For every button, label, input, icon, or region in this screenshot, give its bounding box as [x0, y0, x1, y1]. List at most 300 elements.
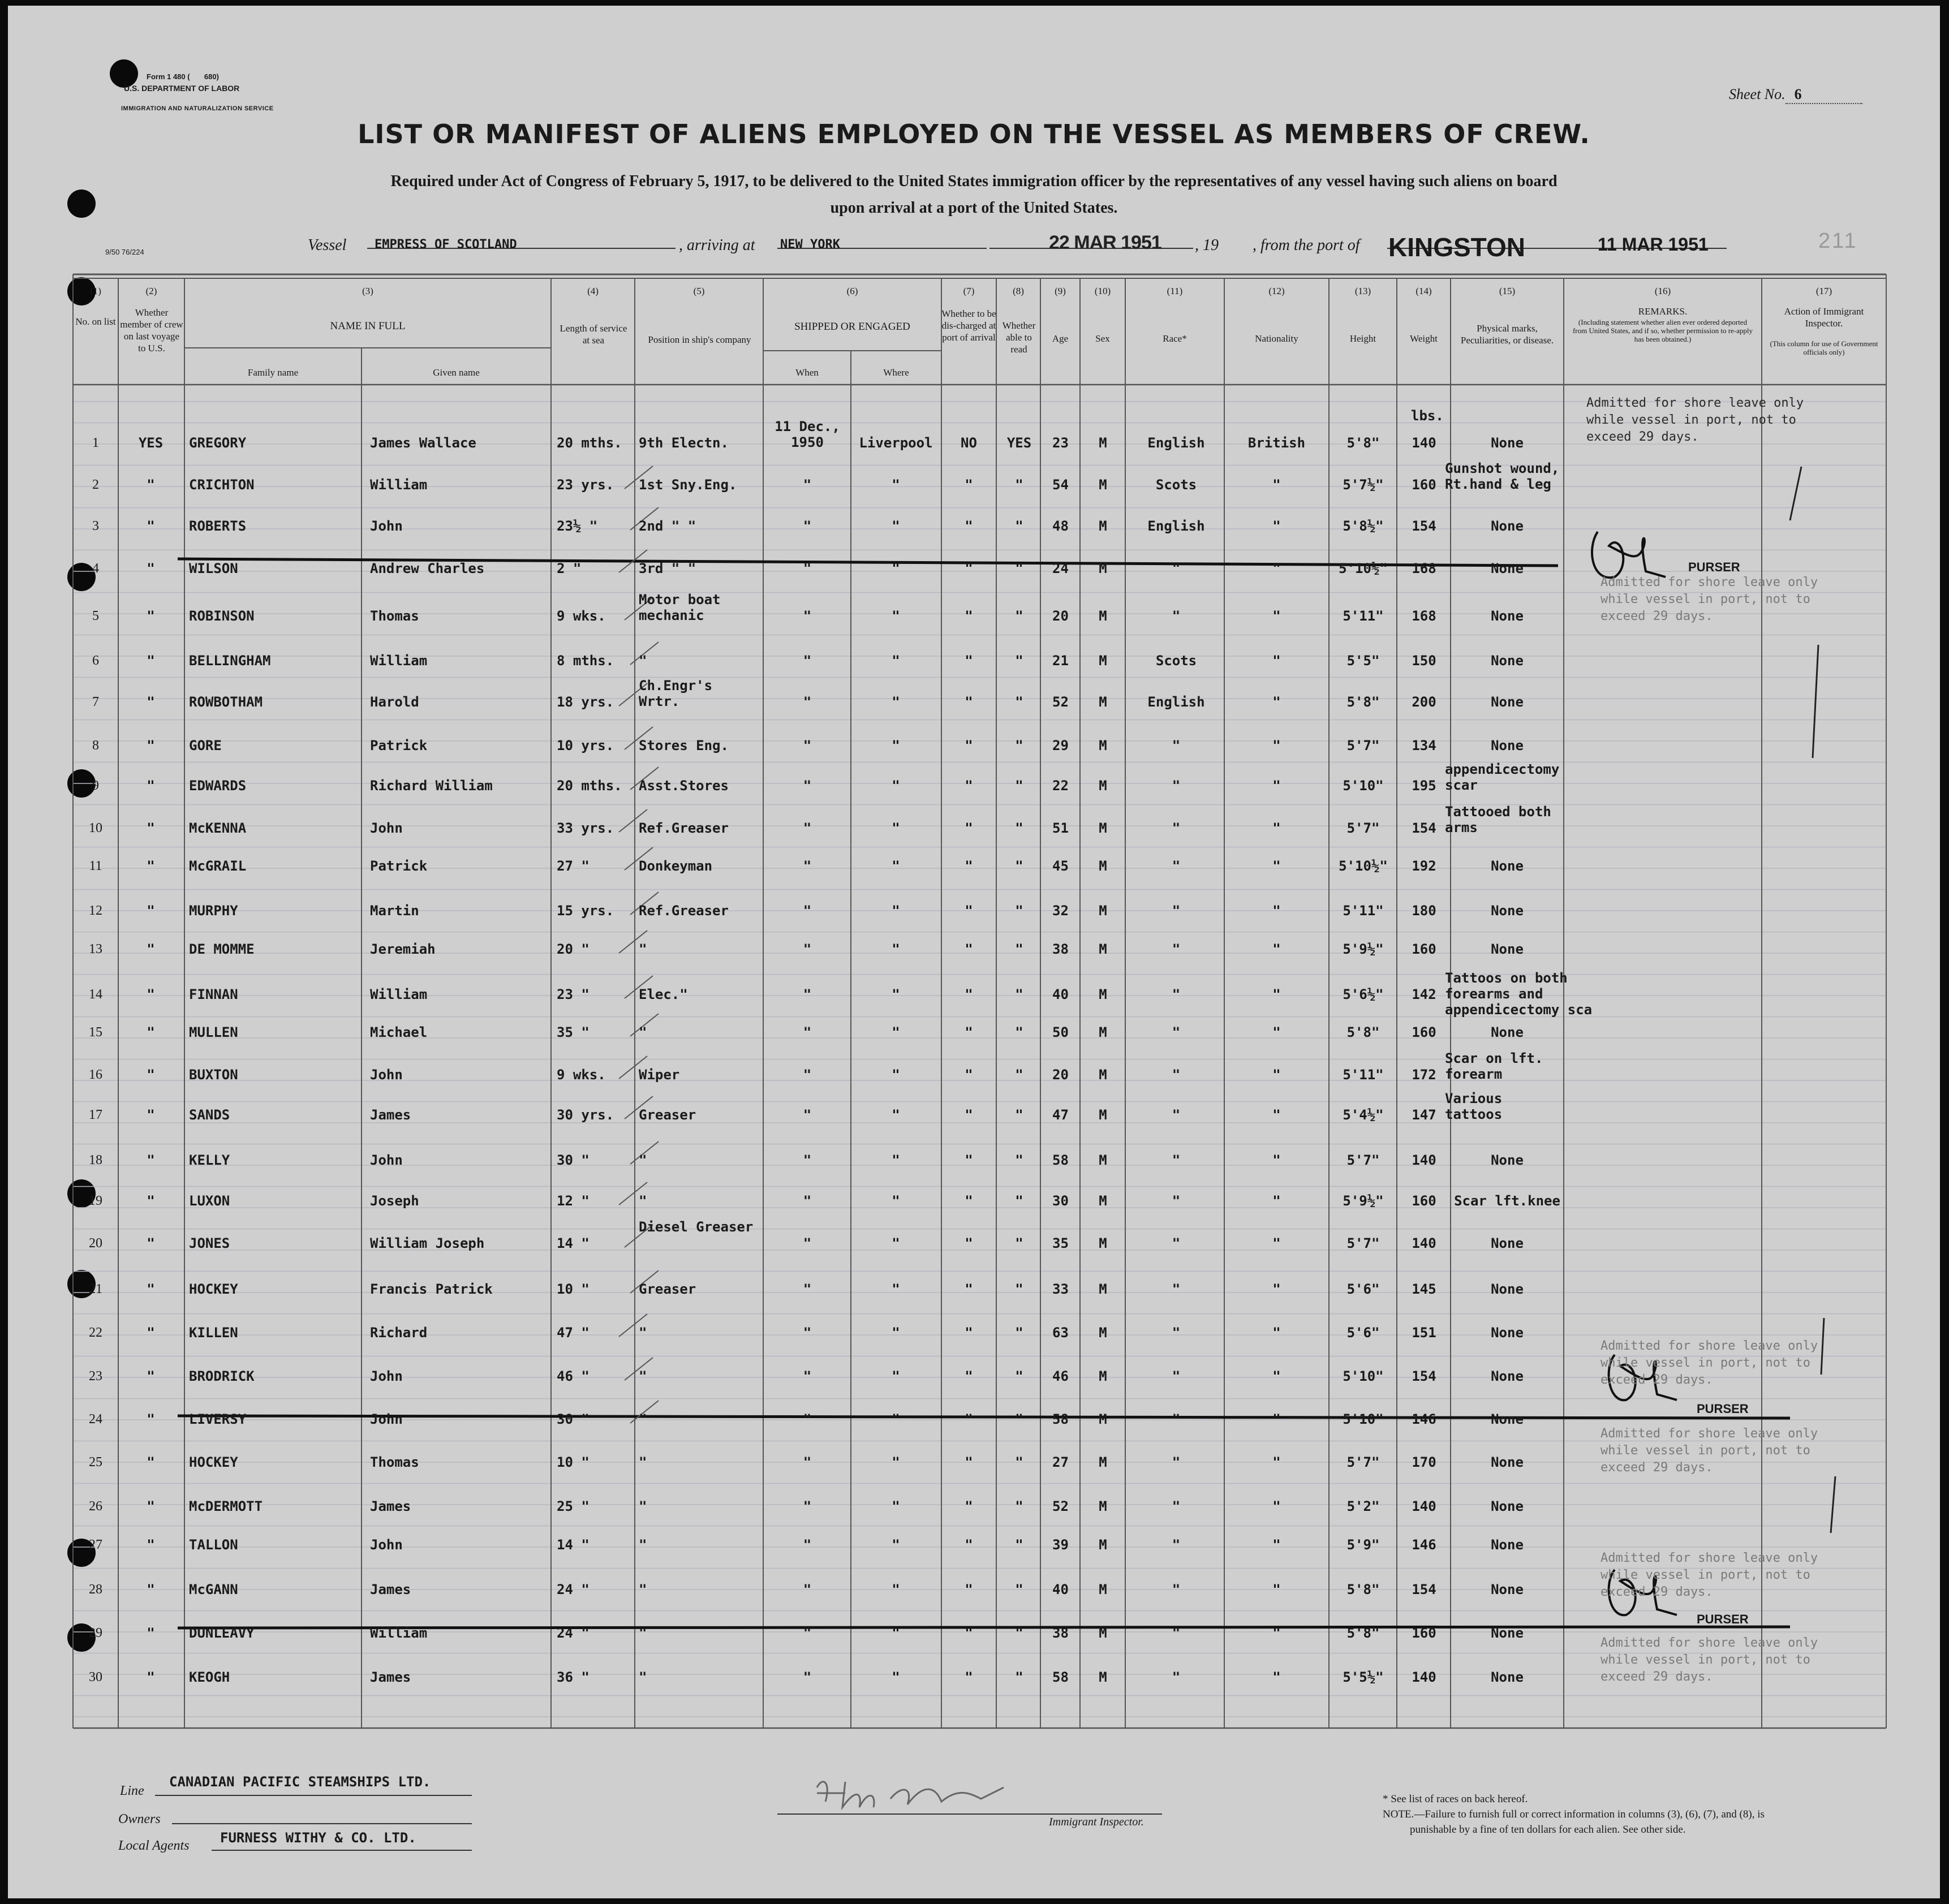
- cell-when: ": [803, 820, 812, 836]
- cell-when: ": [803, 1537, 812, 1553]
- cell-height: 5'7": [1346, 1152, 1380, 1168]
- cell-given: Patrick: [370, 858, 428, 874]
- cell-where: ": [892, 941, 900, 957]
- cell-nat: ": [1272, 1235, 1281, 1251]
- cell-read: ": [1015, 1325, 1023, 1341]
- cell-family: TALLON: [189, 1537, 238, 1553]
- header-member-of-crew: Whether member of crew on last voyage to U.S.: [120, 307, 183, 354]
- cell-family: MURPHY: [189, 903, 238, 919]
- cell-sex: M: [1099, 1107, 1107, 1123]
- cell-given: William: [370, 1625, 428, 1641]
- cell-length: 24 ": [557, 1625, 590, 1641]
- cell-marks: None: [1491, 1368, 1524, 1384]
- cell-length: 9 wks.: [557, 608, 606, 624]
- cell-age: 47: [1052, 1107, 1069, 1123]
- cell-read: ": [1015, 1498, 1023, 1514]
- cell-disch: ": [965, 1281, 973, 1297]
- header-position: Position in ship's company: [648, 334, 751, 345]
- cell-family: BELLINGHAM: [189, 653, 271, 669]
- column-number: (7): [963, 286, 975, 296]
- cell-disch: ": [965, 561, 973, 576]
- cell-race: ": [1172, 903, 1181, 919]
- cell-family: BUXTON: [189, 1067, 238, 1083]
- cell-length: 30 ": [557, 1411, 590, 1427]
- cell-nat: ": [1272, 1067, 1281, 1083]
- cell-family: EDWARDS: [189, 778, 247, 794]
- cell-age: 63: [1052, 1325, 1069, 1341]
- sheet-number: 6: [1785, 86, 1862, 104]
- cell-nat: ": [1272, 1368, 1281, 1384]
- cell-age: 52: [1052, 694, 1069, 710]
- cell-age: 48: [1052, 518, 1069, 534]
- cell-given: James: [370, 1498, 411, 1514]
- cell-nat: ": [1272, 653, 1281, 669]
- cell-race: English: [1147, 435, 1205, 451]
- cell-sex: M: [1099, 903, 1107, 919]
- cell-where: ": [892, 653, 900, 669]
- cell-length: 20 mths.: [557, 778, 622, 794]
- cell-when: ": [803, 518, 812, 534]
- cell-member: ": [147, 738, 155, 753]
- cell-disch: ": [965, 1152, 973, 1168]
- column-number: (14): [1416, 286, 1432, 296]
- cell-family: LUXON: [189, 1193, 230, 1209]
- cell-given: Martin: [370, 903, 419, 919]
- cell-age: 32: [1052, 903, 1069, 919]
- cell-position: ": [639, 1537, 647, 1553]
- header-nationality: Nationality: [1255, 333, 1298, 344]
- cell-marks: None: [1491, 738, 1524, 753]
- cell-length: 35 ": [557, 1024, 590, 1040]
- header-sex: Sex: [1095, 333, 1110, 344]
- cell-sex: M: [1099, 820, 1107, 836]
- header-no-on-list: No. on list: [75, 316, 116, 327]
- cell-disch: ": [965, 1537, 973, 1553]
- cell-where: ": [892, 1235, 900, 1251]
- cell-length: 2 ": [557, 561, 582, 576]
- cell-when: ": [803, 1669, 812, 1685]
- cell-member: ": [147, 1325, 155, 1341]
- cell-weight: 172: [1412, 1067, 1436, 1083]
- cell-n: 8: [92, 738, 99, 753]
- column-number: (4): [587, 286, 599, 296]
- column-number: (17): [1815, 286, 1832, 296]
- cell-age: 40: [1052, 987, 1069, 1002]
- cell-race: ": [1172, 858, 1181, 874]
- cell-family: ROWBOTHAM: [189, 694, 263, 710]
- cell-position: Ch.Engr's Wrtr.: [639, 678, 713, 709]
- cell-disch: ": [965, 1325, 973, 1341]
- header-physical-marks: Physical marks, Peculiarities, or disease.: [1460, 323, 1554, 346]
- cell-position: Diesel Greaser: [639, 1219, 754, 1235]
- cell-marks: None: [1491, 1325, 1524, 1341]
- cell-nat: ": [1272, 738, 1281, 753]
- cell-member: ": [147, 518, 155, 534]
- cell-member: ": [147, 1582, 155, 1597]
- cell-family: HOCKEY: [189, 1454, 238, 1470]
- cell-height: 5'4½": [1343, 1107, 1384, 1123]
- cell-position: 9th Electn.: [639, 435, 729, 451]
- cell-nat: ": [1272, 987, 1281, 1002]
- shore-leave-note-line: exceed 29 days.: [1600, 609, 1713, 623]
- cell-member: ": [147, 820, 155, 836]
- penalty-note-2: punishable by a fine of ten dollars for each alien. See other side.: [1410, 1824, 1686, 1836]
- cell-position: ": [639, 1625, 647, 1641]
- cell-height: 5'7": [1346, 1235, 1380, 1251]
- cell-disch: ": [965, 738, 973, 753]
- cell-height: 5'9": [1346, 1537, 1380, 1553]
- cell-nat: ": [1272, 1325, 1281, 1341]
- cell-read: ": [1015, 1537, 1023, 1553]
- cell-nat: ": [1272, 608, 1281, 624]
- cell-position: ": [639, 1454, 647, 1470]
- header-height: Height: [1349, 333, 1376, 344]
- cell-when: ": [803, 608, 812, 624]
- cell-nat: ": [1272, 1625, 1281, 1641]
- cell-disch: ": [965, 1669, 973, 1685]
- inspector-underline: [777, 1813, 1162, 1815]
- shore-leave-note-line: Admitted for shore leave only: [1600, 1636, 1818, 1650]
- header-name-in-full: NAME IN FULL: [330, 320, 406, 332]
- cell-weight: 150: [1412, 653, 1436, 669]
- cell-height: 5'6½": [1343, 987, 1384, 1002]
- cell-given: Richard: [370, 1325, 428, 1341]
- purser-signature: [1592, 532, 1666, 578]
- cell-member: ": [147, 903, 155, 919]
- local-agents-label: Local Agents: [118, 1838, 190, 1853]
- cell-height: 5'8½": [1343, 518, 1384, 534]
- cell-member: ": [147, 778, 155, 794]
- cell-n: 25: [89, 1455, 102, 1470]
- cell-race: ": [1172, 941, 1181, 957]
- cell-read: ": [1015, 1582, 1023, 1597]
- cell-length: 20 mths.: [557, 435, 622, 451]
- cell-marks: None: [1491, 1669, 1524, 1685]
- cell-given: John: [370, 1067, 403, 1083]
- cell-n: 2: [92, 477, 99, 492]
- shore-leave-note-line: exceed 29 days.: [1600, 1585, 1713, 1599]
- cell-given: James: [370, 1582, 411, 1597]
- header-given-name: Given name: [433, 367, 480, 378]
- cell-marks: appendicectomy scar: [1445, 761, 1560, 793]
- cell-n: 17: [89, 1108, 102, 1122]
- cell-age: 38: [1052, 941, 1069, 957]
- cell-n: 29: [89, 1626, 102, 1640]
- column-number: (5): [693, 286, 705, 296]
- cell-disch: ": [965, 1454, 973, 1470]
- cell-given: Joseph: [370, 1193, 419, 1209]
- cell-n: 13: [89, 942, 102, 957]
- cell-position: 2nd " ": [639, 518, 696, 534]
- cell-when: 11 Dec., 1950: [775, 419, 840, 450]
- cell-nat: ": [1272, 941, 1281, 957]
- cell-member: ": [147, 1411, 155, 1427]
- cell-member: ": [147, 561, 155, 576]
- cell-sex: M: [1099, 477, 1107, 493]
- cell-nat: ": [1272, 1193, 1281, 1209]
- owners-underline: [172, 1823, 472, 1824]
- column-number: (6): [846, 286, 858, 296]
- shore-leave-note-line: exceed 29 days.: [1586, 430, 1699, 444]
- cell-position: 1st Sny.Eng.: [639, 477, 737, 493]
- cell-age: 58: [1052, 1669, 1069, 1685]
- cell-where: ": [892, 820, 900, 836]
- cell-nat: ": [1272, 1498, 1281, 1514]
- cell-read: ": [1015, 1454, 1023, 1470]
- cell-when: ": [803, 941, 812, 957]
- cell-read: ": [1015, 903, 1023, 919]
- cell-length: 23 yrs.: [557, 477, 614, 493]
- cell-family: DE MOMME: [189, 941, 255, 957]
- column-number: (2): [145, 286, 157, 296]
- cell-where: ": [892, 1582, 900, 1597]
- cell-family: KILLEN: [189, 1325, 238, 1341]
- cell-sex: M: [1099, 653, 1107, 669]
- cell-given: William: [370, 653, 428, 669]
- weight-unit: lbs.: [1411, 408, 1444, 424]
- cell-length: 30 ": [557, 1152, 590, 1168]
- cell-height: 5'7": [1346, 820, 1380, 836]
- cell-height: 5'8": [1346, 1582, 1380, 1597]
- cell-sex: M: [1099, 1193, 1107, 1209]
- cell-weight: 146: [1412, 1537, 1436, 1553]
- cell-weight: 140: [1412, 435, 1436, 451]
- cell-family: BRODRICK: [189, 1368, 255, 1384]
- cell-when: ": [803, 1107, 812, 1123]
- shore-leave-note-line: while vessel in port, not to: [1600, 1653, 1810, 1667]
- header-weight: Weight: [1410, 333, 1438, 344]
- shore-leave-note: [1600, 1338, 1818, 1389]
- shore-leave-note: [1600, 574, 1818, 625]
- cell-nat: ": [1272, 858, 1281, 874]
- cell-family: KELLY: [189, 1152, 230, 1168]
- cell-family: CRICHTON: [189, 477, 255, 493]
- cell-n: 26: [89, 1499, 102, 1514]
- cell-weight: 168: [1412, 608, 1436, 624]
- cell-n: 22: [89, 1325, 102, 1340]
- cell-read: ": [1015, 1067, 1023, 1083]
- header-where: Where: [883, 367, 909, 378]
- cell-n: 19: [89, 1194, 102, 1208]
- cell-read: ": [1015, 858, 1023, 874]
- cell-disch: ": [965, 1193, 973, 1209]
- cell-where: ": [892, 1411, 900, 1427]
- cell-where: ": [892, 477, 900, 493]
- cell-when: ": [803, 1582, 812, 1597]
- cell-position: Elec.": [639, 987, 688, 1002]
- cell-member: ": [147, 1498, 155, 1514]
- cell-member: ": [147, 653, 155, 669]
- cell-nat: ": [1272, 1024, 1281, 1040]
- arriving-label: , arriving at: [679, 236, 755, 254]
- cell-length: 14 ": [557, 1235, 590, 1251]
- cell-member: ": [147, 1152, 155, 1168]
- cell-weight: 151: [1412, 1325, 1436, 1341]
- cell-nat: ": [1272, 561, 1281, 576]
- cell-given: Thomas: [370, 1454, 419, 1470]
- cell-race: ": [1172, 1152, 1181, 1168]
- cell-race: ": [1172, 608, 1181, 624]
- cell-race: ": [1172, 561, 1181, 576]
- cell-marks: None: [1491, 1235, 1524, 1251]
- cell-marks: None: [1491, 1582, 1524, 1597]
- cell-position: Stores Eng.: [639, 738, 729, 753]
- cell-given: Michael: [370, 1024, 428, 1040]
- cell-when: ": [803, 987, 812, 1002]
- cell-sex: M: [1099, 435, 1107, 451]
- cell-family: JONES: [189, 1235, 230, 1251]
- cell-age: 29: [1052, 738, 1069, 753]
- shore-leave-note: [1586, 395, 1804, 446]
- cell-weight: 154: [1412, 518, 1436, 534]
- column-number: (16): [1654, 286, 1671, 296]
- cell-family: McDERMOTT: [189, 1498, 263, 1514]
- cell-race: Scots: [1155, 477, 1197, 493]
- cell-race: ": [1172, 987, 1181, 1002]
- cell-weight: 160: [1412, 941, 1436, 957]
- shore-leave-note-line: Admitted for shore leave only: [1600, 575, 1818, 589]
- cell-where: ": [892, 1152, 900, 1168]
- cell-nat: ": [1272, 694, 1281, 710]
- arrival-port: NEW YORK: [780, 238, 840, 252]
- cell-weight: 154: [1412, 1368, 1436, 1384]
- cell-when: ": [803, 694, 812, 710]
- cell-when: ": [803, 1411, 812, 1427]
- cell-family: LIVERSY: [189, 1411, 247, 1427]
- cell-weight: 134: [1412, 738, 1436, 753]
- shore-leave-note-line: exceed 29 days.: [1600, 1670, 1713, 1684]
- cell-race: Scots: [1155, 653, 1197, 669]
- cell-marks: None: [1491, 435, 1524, 451]
- cell-nat: ": [1272, 903, 1281, 919]
- cell-race: English: [1147, 694, 1205, 710]
- cell-n: 27: [89, 1537, 102, 1552]
- cell-family: GORE: [189, 738, 222, 753]
- cell-n: 10: [89, 821, 102, 835]
- cell-member: ": [147, 1067, 155, 1083]
- cell-read: ": [1015, 1235, 1023, 1251]
- purser-label: PURSER: [1697, 1612, 1749, 1626]
- cell-nat: ": [1272, 1537, 1281, 1553]
- cell-marks: Gunshot wound, Rt.hand & leg: [1445, 460, 1560, 492]
- cell-where: ": [892, 987, 900, 1002]
- cell-read: ": [1015, 1411, 1023, 1427]
- cell-weight: 160: [1412, 1024, 1436, 1040]
- cell-race: ": [1172, 1498, 1181, 1514]
- cell-sex: M: [1099, 941, 1107, 957]
- cell-race: ": [1172, 738, 1181, 753]
- cell-disch: ": [965, 1411, 973, 1427]
- cell-member: YES: [138, 435, 164, 451]
- column-number: (11): [1167, 286, 1183, 296]
- cell-given: John: [370, 820, 403, 836]
- cell-disch: ": [965, 903, 973, 919]
- cell-n: 18: [89, 1153, 102, 1168]
- local-agents: FURNESS WITHY & CO. LTD.: [220, 1830, 416, 1846]
- cell-position: ": [639, 941, 647, 957]
- cell-weight: 140: [1412, 1152, 1436, 1168]
- cell-where: Liverpool: [859, 435, 933, 451]
- cell-position: ": [639, 1024, 647, 1040]
- cell-age: 52: [1052, 1498, 1069, 1514]
- subtitle-line-2: upon arrival at a port of the United States.: [830, 199, 1118, 217]
- cell-family: DUNLEAVY: [189, 1625, 255, 1641]
- cell-height: 5'2": [1346, 1498, 1380, 1514]
- column-number: (13): [1354, 286, 1371, 296]
- cell-position: ": [639, 1152, 647, 1168]
- cell-height: 5'10": [1343, 1368, 1384, 1384]
- arrival-date-stamp: 22 MAR 1951: [1049, 232, 1161, 253]
- page-stamp-number: 211: [1818, 229, 1858, 253]
- cell-weight: 140: [1412, 1235, 1436, 1251]
- cell-race: ": [1172, 1325, 1181, 1341]
- header-race: Race*: [1163, 333, 1187, 344]
- service-label: IMMIGRATION AND NATURALIZATION SERVICE: [121, 105, 274, 112]
- cell-weight: 160: [1412, 477, 1436, 493]
- cell-length: 33 yrs.: [557, 820, 614, 836]
- cell-disch: ": [965, 1368, 973, 1384]
- cell-position: Wiper: [639, 1067, 680, 1083]
- cell-given: Richard William: [370, 778, 493, 794]
- cell-sex: M: [1099, 1669, 1107, 1685]
- cell-position: ": [639, 1193, 647, 1209]
- cell-position: Motor boat mechanic: [639, 592, 721, 623]
- cell-position: ": [639, 1498, 647, 1514]
- cell-member: ": [147, 941, 155, 957]
- cell-where: ": [892, 518, 900, 534]
- cell-length: 10 yrs.: [557, 738, 614, 753]
- cell-age: 20: [1052, 1067, 1069, 1083]
- column-number: (1): [90, 286, 101, 296]
- cell-height: 5'10½": [1339, 561, 1388, 576]
- cell-given: John: [370, 518, 403, 534]
- cell-race: ": [1172, 778, 1181, 794]
- cell-read: ": [1015, 1281, 1023, 1297]
- cell-age: 58: [1052, 1411, 1069, 1427]
- cell-length: 18 yrs.: [557, 694, 614, 710]
- cell-member: ": [147, 1107, 155, 1123]
- cell-age: 21: [1052, 653, 1069, 669]
- cell-where: ": [892, 778, 900, 794]
- sheet-number-label: Sheet No. 6: [1729, 86, 1862, 104]
- cell-race: ": [1172, 1625, 1181, 1641]
- cell-read: ": [1015, 1107, 1023, 1123]
- cell-height: 5'11": [1343, 608, 1384, 624]
- cell-age: 39: [1052, 1537, 1069, 1553]
- cell-where: ": [892, 1368, 900, 1384]
- cell-race: ": [1172, 1024, 1181, 1040]
- cell-when: ": [803, 738, 812, 753]
- cell-n: 15: [89, 1025, 102, 1040]
- cell-where: ": [892, 1537, 900, 1553]
- cell-given: Harold: [370, 694, 419, 710]
- cell-nat: ": [1272, 477, 1281, 493]
- cell-where: ": [892, 608, 900, 624]
- cell-position: ": [639, 653, 647, 669]
- cell-disch: ": [965, 653, 973, 669]
- header-family-name: Family name: [247, 367, 299, 378]
- cell-nat: ": [1272, 1411, 1281, 1427]
- year-label: , 19: [1195, 236, 1219, 254]
- cell-member: ": [147, 1625, 155, 1641]
- cell-nat: ": [1272, 1582, 1281, 1597]
- cell-position: Asst.Stores: [639, 778, 729, 794]
- cell-marks: None: [1491, 608, 1524, 624]
- cell-sex: M: [1099, 518, 1107, 534]
- cell-weight: 160: [1412, 1625, 1436, 1641]
- department-label: U.S. DEPARTMENT OF LABOR: [124, 84, 240, 93]
- cell-height: 5'10": [1343, 778, 1384, 794]
